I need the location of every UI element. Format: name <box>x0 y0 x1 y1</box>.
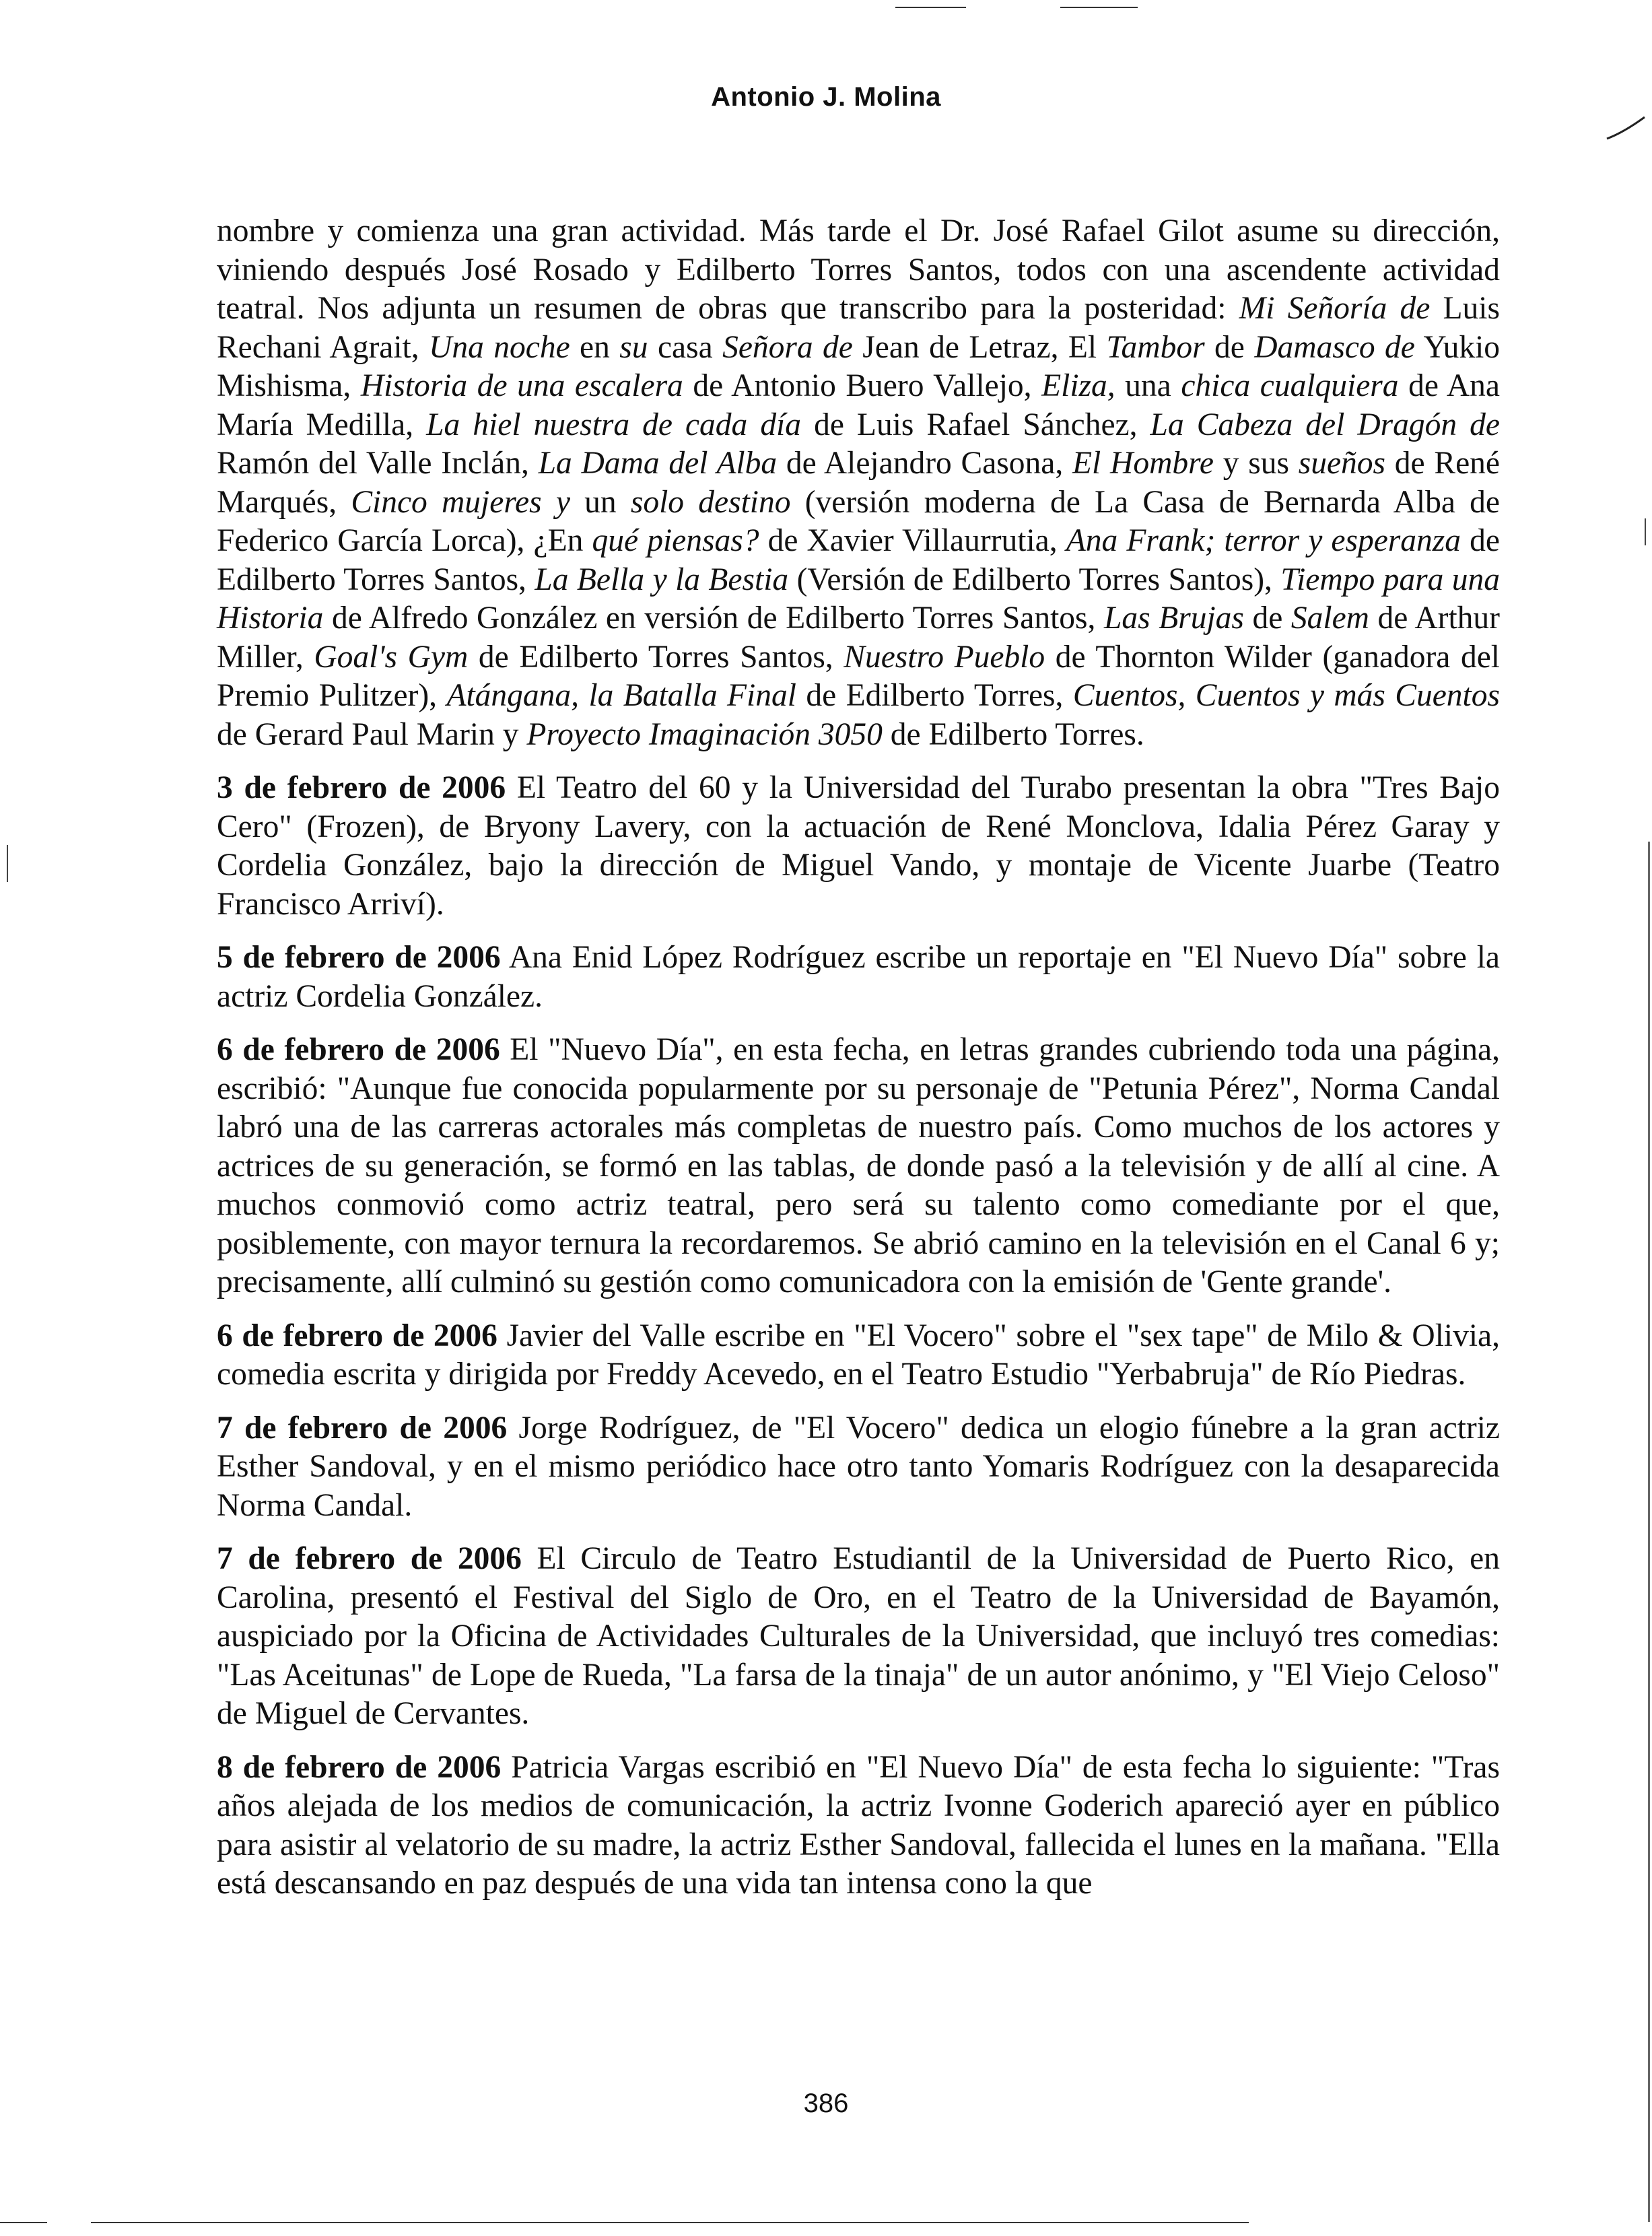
pen-mark-icon <box>1606 114 1646 141</box>
scan-artifact-right-edge <box>1648 842 1650 2222</box>
entry-text: Ana Enid López Rodríguez escribe un reportaje en "El Nuevo Día" sobre la actriz Cordelia González. <box>217 940 1500 1014</box>
entry-date: 7 de febrero de 2006 <box>217 1410 508 1446</box>
entry-text: El Teatro del 60 y la Universidad del Turabo presentan la obra "Tres Bajo Cero" (Frozen), de Bryony Lavery, con la actuación de René Monclova, Idalia Pérez Garay y Cordelia González, bajo la dirección de Miguel Vando, y montaje de Vicente Juarbe (Teatro Francisco Arriví). <box>217 770 1500 922</box>
entry-text: El Circulo de Teatro Estudiantil de la Universidad de Puerto Rico, en Carolina, presentó el Festival del Siglo de Oro, en el Teatro de la Universidad de Bayamón, auspiciado por la Oficina de Actividades Culturales de la Universidad, que incluyó tres comedias: "Las Aceitunas" de Lope de Rueda, "La farsa de la tinaja" de un autor anónimo, y "El Viejo Celoso" de Miguel de Cervantes. <box>217 1541 1501 1731</box>
entry-date: 6 de febrero de 2006 <box>217 1032 500 1067</box>
entry-paragraph <box>217 939 1500 1016</box>
scan-artifact-top-left <box>895 7 966 8</box>
entry-paragraph <box>217 769 1500 924</box>
entry-paragraph <box>217 1409 1500 1526</box>
entry-paragraph <box>217 1749 1500 1903</box>
running-header: Antonio J. Molina <box>711 82 941 112</box>
scan-artifact-right-tick <box>1645 518 1646 545</box>
scan-artifact-bottom <box>91 2222 1249 2223</box>
entry-paragraph <box>217 1317 1500 1394</box>
page-body <box>217 212 1500 1918</box>
entry-date: 5 de febrero de 2006 <box>217 940 501 975</box>
entry-text: Jorge Rodríguez, de "El Vocero" dedica un elogio fúnebre a la gran actriz Esther Sandoval, y en el mismo periódico hace otro tanto Yomaris Rodríguez con la desaparecida Norma Candal. <box>217 1410 1500 1523</box>
entry-paragraph <box>217 1031 1500 1302</box>
entry-date: 3 de febrero de 2006 <box>217 770 506 805</box>
scan-artifact-left-tick <box>7 845 8 882</box>
entry-text: Patricia Vargas escribió en "El Nuevo Día" de esta fecha lo siguiente: "Tras años alejada de los medios de comunicación, la actriz Ivonne Goderich apareció ayer en público para asistir al velatorio de su madre, la actriz Esther Sandoval, fallecida el lunes en la mañana. "Ella está descansando en paz después de una vida tan intensa cono la que <box>217 1749 1500 1901</box>
entry-date: 6 de febrero de 2006 <box>217 1318 497 1353</box>
entry-date: 7 de febrero de 2006 <box>217 1541 522 1576</box>
entry-date: 8 de febrero de 2006 <box>217 1749 502 1785</box>
entry-paragraph <box>217 1540 1500 1734</box>
paragraph-intro: nombre y comienza una gran actividad. Más tarde el Dr. José Rafael Gilot asume su dirección, viniendo después José Rosado y Edilberto Torres Santos, todos con una ascendente actividad teatral. Nos adjunta un resumen de obras que transcribo para la posteridad: Mi Señoría de Luis Rechani Agrait, Una noche en su casa Señora de Jean de Letraz, El Tambor de Damasco de Yukio Mishisma, Historia de una escalera de Antonio Buero Vallejo, Eliza, una chica cualquiera de Ana María Medilla, La hiel nuestra de cada día de Luis Rafael Sánchez, La Cabeza del Dragón de Ramón del Valle Inclán, La Dama del Alba de Alejandro Casona, El Hombre y sus sueños de René Marqués, Cinco mujeres y un solo destino (versión moderna de La Casa de Bernarda Alba de Federico García Lorca), ¿En qué piensas? de Xavier Villaurrutia, Ana Frank; terror y esperanza de Edilberto Torres Santos, La Bella y la Bestia (Versión de Edilberto Torres Santos), Tiempo para una Historia de Alfredo González en versión de Edilberto Torres Santos, Las Brujas de Salem de Arthur Miller, Goal's Gym de Edilberto Torres Santos, Nuestro Pueblo de Thornton Wilder (ganadora del Premio Pulitzer), Atángana, la Batalla Final de Edilberto Torres, Cuentos, Cuentos y más Cuentos de Gerard Paul Marin y Proyecto Imaginación 3050 de Edilberto Torres. <box>217 213 1501 752</box>
entry-text: El "Nuevo Día", en esta fecha, en letras grandes cubriendo toda una página, escribió: "Aunque fue conocida popularmente por su personaje de "Petunia Pérez", Norma Candal labró una de las carreras actorales más completas de nuestro país. Como muchos de los actores y actrices de su generación, se formó en las tablas, de donde pasó a la televisión y de allí al cine. A muchos conmovió como actriz teatral, pero será su talento como comediante por el que, posiblemente, con mayor ternura la recordaremos. Se abrió camino en la televisión en el Canal 6 y; precisamente, allí culminó su gestión como comunicadora con la emisión de 'Gente grande'. <box>217 1032 1500 1299</box>
scan-artifact-top-right <box>1060 7 1138 8</box>
page-number: 386 <box>803 2089 849 2118</box>
entry-text: Javier del Valle escribe en "El Vocero" sobre el "sex tape" de Milo & Olivia, comedia escrita y dirigida por Freddy Acevedo, en el Teatro Estudio "Yerbabruja" de Río Piedras. <box>217 1318 1500 1392</box>
scan-artifact-bottom-left <box>0 2222 47 2223</box>
